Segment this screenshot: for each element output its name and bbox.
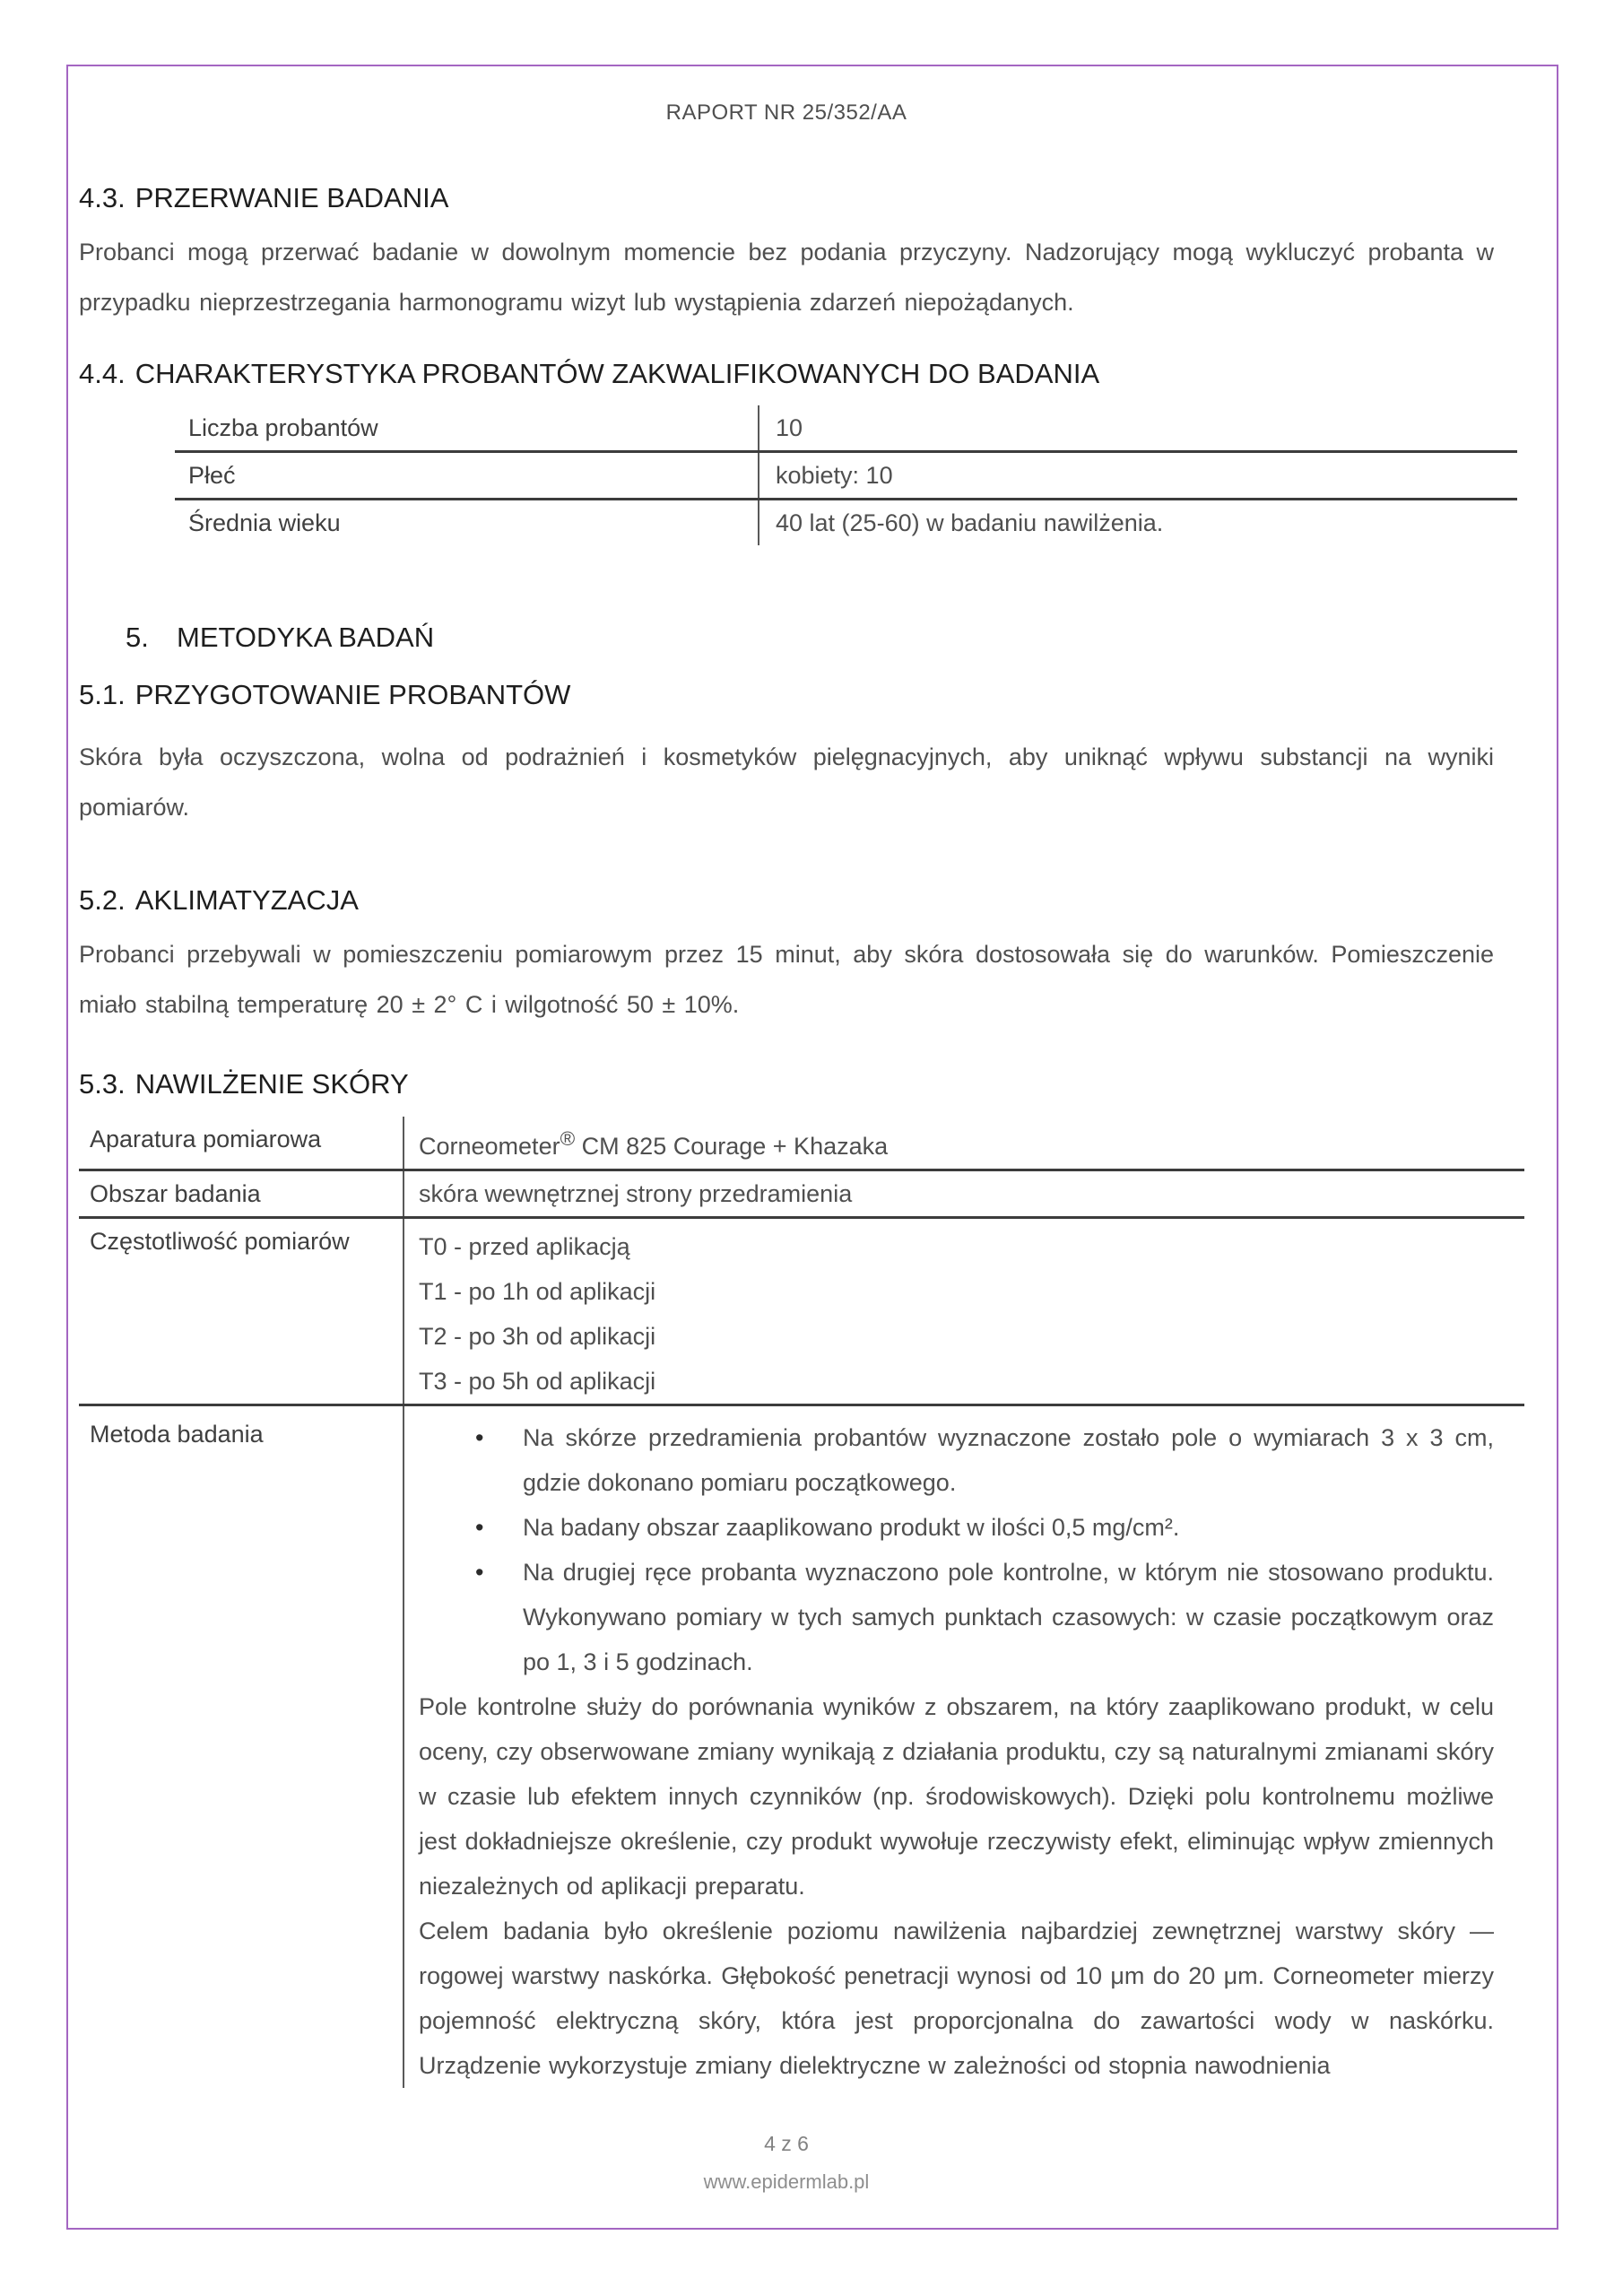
row-label: Obszar badania [79, 1171, 404, 1216]
timepoint-line: T3 - po 5h od aplikacji [419, 1368, 656, 1395]
section-number: 5.3. [79, 1068, 126, 1100]
timepoint-line: T0 - przed aplikacją [419, 1233, 630, 1260]
table-row-method [79, 1406, 1524, 2088]
page-content [79, 65, 1494, 2194]
row-value [404, 1117, 1524, 1169]
section-title: NAWILŻENIE SKÓRY [135, 1068, 409, 1100]
section-number: 5. [126, 622, 149, 653]
hydration-method-table [79, 1117, 1524, 2088]
section-title: CHARAKTERYSTYKA PROBANTÓW ZAKWALIFIKOWANYCH DO BADANIA [135, 358, 1100, 389]
row-value: skóra wewnętrznej strony przedramienia [419, 1180, 853, 1207]
bullet-item: • Na badany obszar zaaplikowano produkt w ilości 0,5 mg/cm². [475, 1505, 1494, 1550]
bullet-item: • Na skórze przedramienia probantów wyznaczone zostało pole o wymiarach 3 x 3 cm, gdzie dokonano pomiaru początkowego. [475, 1415, 1494, 1505]
row-value: 10 [776, 414, 803, 441]
section-number: 4.4. [79, 358, 126, 389]
paragraph-5-1: Skóra była oczyszczona, wolna od podrażnień i kosmetyków pielęgnacyjnych, aby uniknąć wpływu substancji na wyniki pomiarów. [79, 744, 1494, 821]
section-number: 5.2. [79, 884, 126, 916]
table-row [175, 500, 1517, 545]
section-number: 4.3. [79, 182, 126, 213]
section-title: AKLIMATYZACJA [135, 884, 359, 916]
row-label: Aparatura pomiarowa [79, 1117, 404, 1169]
row-label: Metoda badania [79, 1406, 404, 2088]
row-label: Płeć [175, 453, 759, 498]
table-row [175, 405, 1517, 453]
section-heading-4-4 [79, 357, 1494, 390]
row-value: kobiety: 10 [776, 462, 893, 489]
method-bullet-list [475, 1415, 1494, 1684]
section-heading-5-1 [79, 678, 1494, 711]
method-paragraph: Celem badania było określenie poziomu nawilżenia najbardziej zewnętrznej warstwy skóry — rogowej warstwy naskórka. Głębokość penetracji wynosi od 10 μm do 20 μm. Corneometer mierzy pojemność elektryczną skóry, która jest proporcjonalna do zawartości wody w naskórku. Urządzenie wykorzystuje zmiany dielektryczne w zależności od stopnia nawodnienia [419, 1918, 1494, 2079]
section-heading-5-2 [79, 883, 1494, 917]
registered-trademark-symbol: ® [560, 1127, 576, 1150]
row-value [404, 1219, 1524, 1404]
page-number: 4 z 6 [764, 2132, 809, 2155]
section-title: PRZERWANIE BADANIA [135, 182, 449, 213]
table-row [175, 453, 1517, 500]
website-url: www.epidermlab.pl [703, 2170, 870, 2193]
table-row-apparatus [79, 1117, 1524, 1171]
section-title: PRZYGOTOWANIE PROBANTÓW [135, 679, 571, 710]
table-row-area [79, 1171, 1524, 1219]
paragraph-5-2: Probanci przebywali w pomieszczeniu pomiarowym przez 15 minut, aby skóra dostosowała się do warunków. Pomieszczenie miało stabilną temperaturę 20 ± 2° C i wilgotność 50 ± 10%. [79, 941, 1494, 1018]
bullet-item: • Na drugiej ręce probanta wyznaczono pole kontrolne, w którym nie stosowano produktu. Wykonywano pomiary w tych samych punktach czasowych: w czasie początkowym oraz po 1, 3 i 5 godzinach. [475, 1550, 1494, 1684]
timepoint-line: T1 - po 1h od aplikacji [419, 1278, 656, 1305]
probants-characteristics-table [175, 405, 1517, 545]
section-heading-5 [79, 621, 1494, 654]
row-value [404, 1406, 1524, 2088]
section-heading-5-3 [79, 1067, 1494, 1100]
section-title: METODYKA BADAŃ [177, 622, 435, 653]
timepoint-line: T2 - po 3h od aplikacji [419, 1323, 656, 1350]
section-number: 5.1. [79, 679, 126, 710]
row-value: 40 lat (25-60) w badaniu nawilżenia. [776, 509, 1164, 536]
section-heading-4-3 [79, 181, 1494, 214]
method-paragraph: Pole kontrolne służy do porównania wyników z obszarem, na który zaaplikowano produkt, w celu oceny, czy obserwowane zmiany wynikają z działania produktu, czy są naturalnymi zmianami skóry w czasie lub efektem innych czynników (np. środowiskowych). Dzięki polu kontrolnemu możliwe jest dokładniejsze określenie, czy produkt wywołuje rzeczywisty efekt, eliminując wpływ zmiennych niezależnych od aplikacji preparatu. [419, 1693, 1494, 1900]
device-name: Corneometer [419, 1133, 560, 1160]
row-label: Liczba probantów [175, 405, 759, 450]
paragraph-4-3: Probanci mogą przerwać badanie w dowolnym momencie bez podania przyczyny. Nadzorujący mogą wykluczyć probanta w przypadku nieprzestrzegania harmonogramu wizyt lub wystąpienia zdarzeń niepożądanych. [79, 239, 1494, 316]
report-number-header: RAPORT NR 25/352/AA [665, 100, 907, 125]
table-row-frequency [79, 1219, 1524, 1406]
device-model: CM 825 Courage + Khazaka [575, 1133, 889, 1160]
row-label: Częstotliwość pomiarów [79, 1219, 404, 1404]
row-label: Średnia wieku [175, 500, 759, 545]
